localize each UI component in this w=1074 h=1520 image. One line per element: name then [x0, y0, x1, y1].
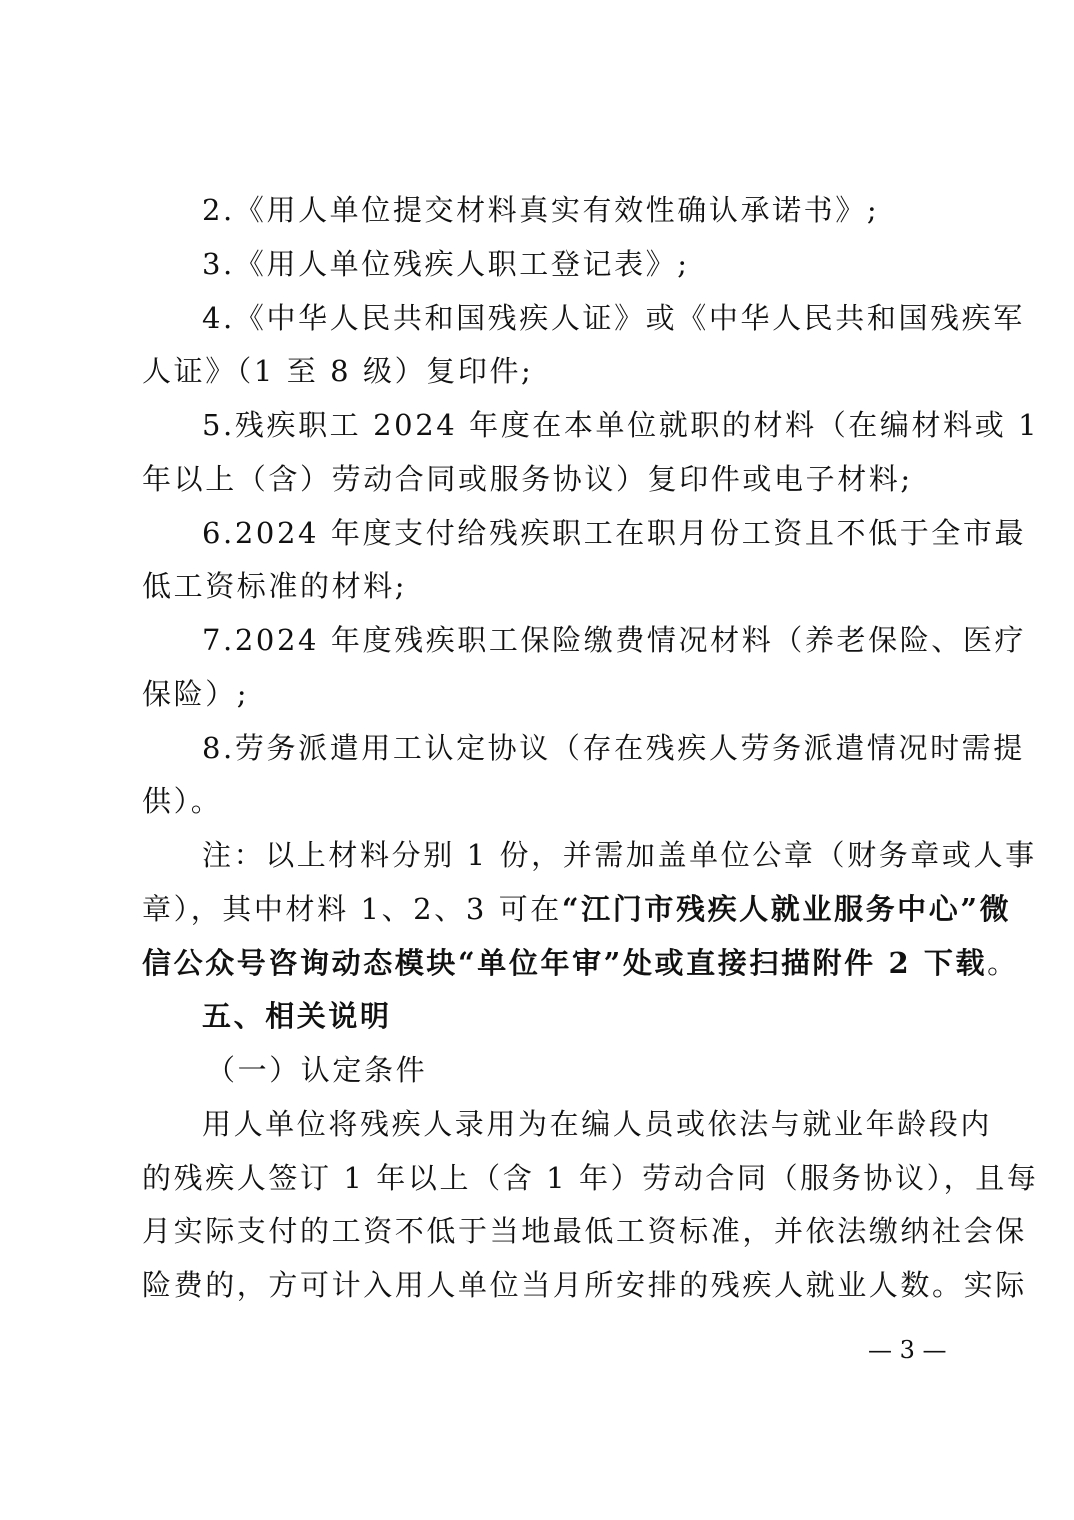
- section-heading: 五、相关说明: [202, 999, 392, 1033]
- item-5-line-1: 5.残疾职工 2024 年度在本单位就职的材料（在编材料或 1: [202, 408, 1040, 442]
- note-line-3-bold: 信公众号咨询动态模块“单位年审”处或直接扫描附件 2 下载: [142, 946, 988, 980]
- body-line-4: 险费的，方可计入用人单位当月所安排的残疾人就业人数。实际: [142, 1268, 1027, 1302]
- page-number: — 3 —: [868, 1336, 947, 1364]
- item-4-line-2: 人证》（1 至 8 级）复印件;: [142, 354, 534, 388]
- body-line-2: 的残疾人签订 1 年以上（含 1 年）劳动合同（服务协议），且每: [142, 1161, 1039, 1195]
- body-line-3: 月实际支付的工资不低于当地最低工资标准，并依法缴纳社会保: [142, 1214, 1027, 1248]
- item-6-line-1: 6.2024 年度支付给残疾职工在职月份工资且不低于全市最: [202, 516, 1027, 550]
- item-4-line-1: 4.《中华人民共和国残疾人证》或《中华人民共和国残疾军: [202, 301, 1025, 335]
- note-line-2-plain: 章），其中材料 1、2、3 可在: [142, 892, 562, 926]
- item-8-line-1: 8.劳务派遣用工认定协议（存在残疾人劳务派遣情况时需提: [202, 731, 1025, 765]
- body-line-1: 用人单位将残疾人录用为在编人员或依法与就业年龄段内: [202, 1107, 993, 1141]
- note-line-2: [142, 879, 1012, 939]
- note-line-2-bold: “江门市残疾人就业服务中心”微: [561, 892, 1012, 926]
- note-line-3-end: 。: [987, 946, 1019, 980]
- item-7-line-2: 保险）;: [142, 677, 250, 711]
- item-7-line-1: 7.2024 年度残疾职工保险缴费情况材料（养老保险、医疗: [202, 623, 1027, 657]
- note-line-3: [142, 933, 1019, 993]
- subsection-heading: （一）认定条件: [206, 1053, 428, 1087]
- item-2: 2.《用人单位提交材料真实有效性确认承诺书》;: [202, 193, 880, 227]
- item-8-line-2: 供）。: [142, 784, 223, 818]
- item-3: 3.《用人单位残疾人职工登记表》;: [202, 247, 690, 281]
- item-6-line-2: 低工资标准的材料;: [142, 569, 408, 603]
- item-5-line-2: 年以上（含）劳动合同或服务协议）复印件或电子材料;: [142, 462, 913, 496]
- note-line-1: 注：以上材料分别 1 份，并需加盖单位公章（财务章或人事: [202, 838, 1037, 872]
